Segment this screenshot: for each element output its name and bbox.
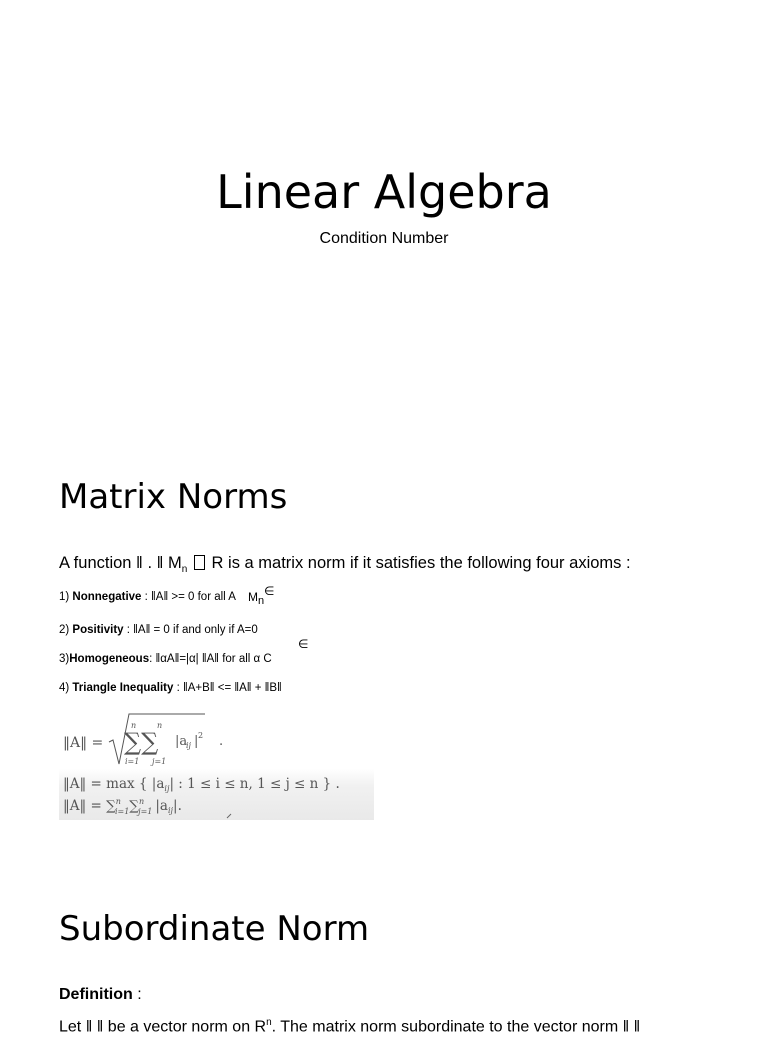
f3-n1: n (115, 797, 121, 806)
f2-line (63, 776, 340, 793)
f3-i: i=1 (114, 807, 130, 816)
f3-b: ∑ (129, 798, 139, 814)
def-line-sup: n (266, 1017, 272, 1028)
def-line-b: . The matrix norm subordinate to the vector norm ‖ ‖ (271, 1018, 641, 1036)
f2-rest: | : 1 ≤ i ≤ n, 1 ≤ j ≤ n } . (169, 776, 340, 792)
axiom-text: : ‖αA‖=|α| ‖A‖ for all α C (149, 653, 272, 665)
f3-a: ‖A‖ = ∑ (63, 798, 116, 814)
f1-i: i=1 (125, 757, 140, 766)
axiom-number: 4) (59, 682, 73, 694)
section-heading-subordinate-norm: Subordinate Norm (59, 909, 370, 949)
intro-text-a: A function ‖ . ‖ M (59, 554, 182, 572)
f2-ij: ij (164, 784, 170, 793)
def-line-a: Let ‖ ‖ be a vector norm on R (59, 1018, 267, 1036)
missing-glyph-icon (194, 555, 205, 570)
f3-n2: n (138, 797, 145, 806)
definition-word: Definition (59, 986, 133, 1003)
section-heading-matrix-norms: Matrix Norms (59, 477, 288, 517)
axiom-text: : ‖A‖ >= 0 for all A (141, 591, 236, 603)
f1-sum: ∑∑ (124, 728, 159, 756)
axiom-name: Positivity (72, 624, 124, 636)
element-of-symbol: ∈ (298, 637, 309, 651)
axiom-positivity (59, 622, 258, 638)
axiom-nonnegative (59, 589, 236, 605)
f1-j: j=1 (152, 757, 167, 766)
axiom-number: 1) (59, 591, 73, 603)
intro-subscript: n (181, 564, 188, 575)
axiom-homogeneous (59, 651, 272, 667)
f3-term: |a (155, 798, 168, 814)
definition-colon: : (132, 986, 142, 1003)
axiom-triangle-inequality (59, 680, 282, 696)
f3-ij: ij (167, 806, 174, 815)
f1-n-i: n (131, 721, 137, 730)
scan-mark-icon (227, 814, 231, 818)
f1-term: |a (175, 734, 188, 749)
mn-main: M (248, 590, 258, 604)
definition-label (59, 985, 142, 1005)
mn-label (248, 590, 264, 607)
axiom-number: 3) (59, 653, 70, 665)
page-title: Linear Algebra (216, 165, 552, 219)
f3-j: j=1 (138, 807, 153, 816)
f1-close: | (194, 734, 199, 749)
f1-dot: . (219, 734, 224, 749)
axiom-text: : ‖A‖ = 0 if and only if A=0 (123, 624, 258, 636)
f1-n-j: n (157, 721, 163, 730)
f1-lhs: ‖A‖ = (63, 735, 104, 751)
intro-text-b: R is a matrix norm if it satisfies the following four axioms : (206, 554, 631, 572)
axiom-number: 2) (59, 624, 73, 636)
axiom-name: Nonnegative (72, 591, 142, 603)
axiom-name: Homogeneous (69, 653, 150, 665)
axiom-name: Triangle Inequality (72, 682, 174, 694)
f1-pow: 2 (198, 731, 204, 740)
f1-ij: ij (186, 741, 192, 750)
f2-a: ‖A‖ = max { |a (63, 776, 165, 792)
matrix-norm-intro (59, 552, 631, 581)
f3-close: |. (173, 798, 182, 814)
element-of-symbol: ∈ (264, 584, 275, 598)
matrix-norm-formulas-image (59, 706, 374, 820)
page-subtitle: Condition Number (319, 230, 449, 247)
axiom-text: : ‖A+B‖ <= ‖A‖ + ‖B‖ (173, 682, 282, 694)
definition-text-line (59, 1013, 640, 1037)
mn-subscript: n (258, 595, 265, 607)
f3-line (63, 797, 182, 816)
